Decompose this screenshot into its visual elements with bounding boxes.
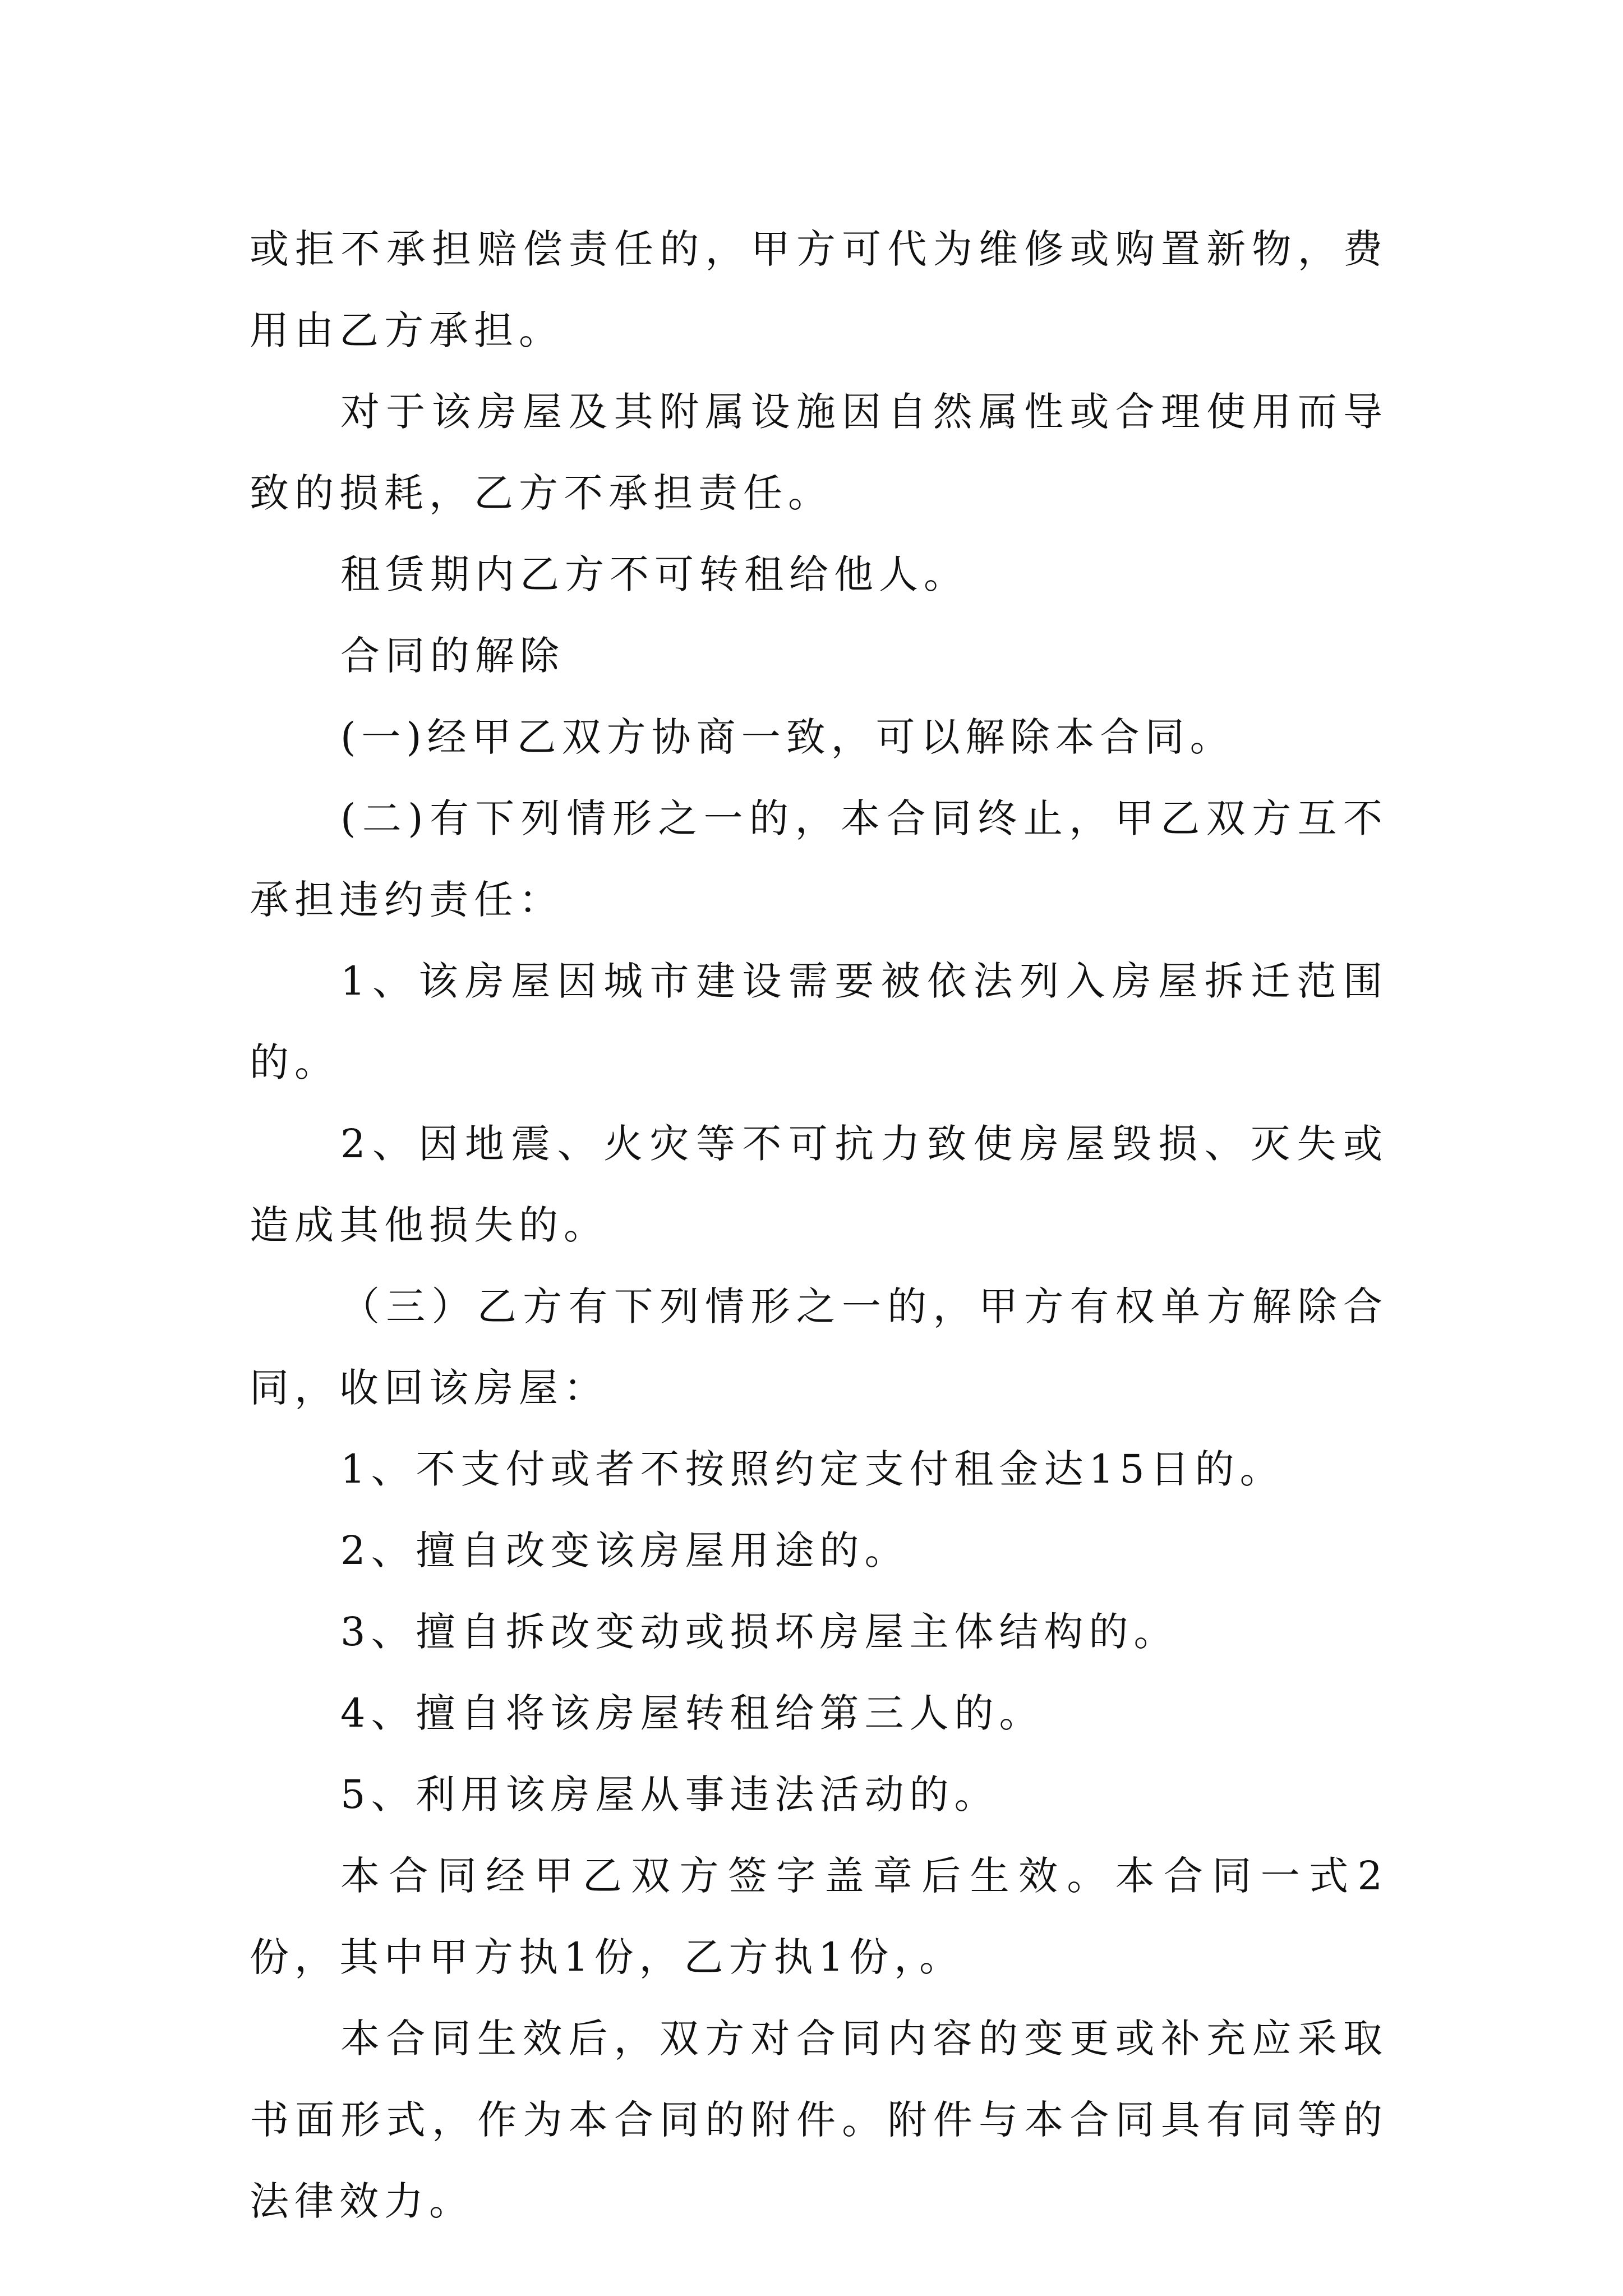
list-item-structure-damage: 3、擅自拆改变动或损坏房屋主体结构的。	[340, 1609, 1179, 1655]
paragraph-wear-liability: 对于该房屋及其附属设施因自然属性或合理使用而导致的损耗，乙方不承担责任。	[250, 389, 1388, 516]
list-item-rent-arrears: 1、不支付或者不按照约定支付租金达15日的。	[340, 1446, 1285, 1492]
list-item-demolition: 1、该房屋因城市建设需要被依法列入房屋拆迁范围的。	[250, 958, 1388, 1085]
clause-unilateral-termination: （三）乙方有下列情形之一的，甲方有权单方解除合同，收回该房屋：	[250, 1283, 1388, 1411]
clause-mutual-agreement: (一)经甲乙双方协商一致，可以解除本合同。	[340, 714, 1235, 760]
paragraph-effective: 本合同经甲乙双方签字盖章后生效。本合同一式2份，其中甲方执1份，乙方执1份，。	[250, 1853, 1388, 1980]
list-item-force-majeure: 2、因地震、火灾等不可抗力致使房屋毁损、灭失或造成其他损失的。	[250, 1121, 1388, 1248]
list-item-illegal-activity: 5、利用该房屋从事违法活动的。	[340, 1772, 999, 1818]
list-item-change-use: 2、擅自改变该房屋用途的。	[340, 1527, 910, 1573]
section-heading-termination: 合同的解除	[340, 633, 565, 679]
paragraph-continuation: 或拒不承担赔偿责任的，甲方可代为维修或购置新物，费用由乙方承担。	[250, 226, 1388, 353]
clause-contract-ends: (二)有下列情形之一的，本合同终止，甲乙双方互不承担违约责任：	[250, 795, 1388, 923]
paragraph-no-sublet: 租赁期内乙方不可转租给他人。	[340, 551, 969, 597]
list-item-sublet-third-party: 4、擅自将该房屋转租给第三人的。	[340, 1690, 1044, 1736]
paragraph-amendments: 本合同生效后，双方对合同内容的变更或补充应采取书面形式，作为本合同的附件。附件与本合同具有同等的法律效力。	[250, 2016, 1388, 2224]
document-body	[250, 209, 1388, 2242]
